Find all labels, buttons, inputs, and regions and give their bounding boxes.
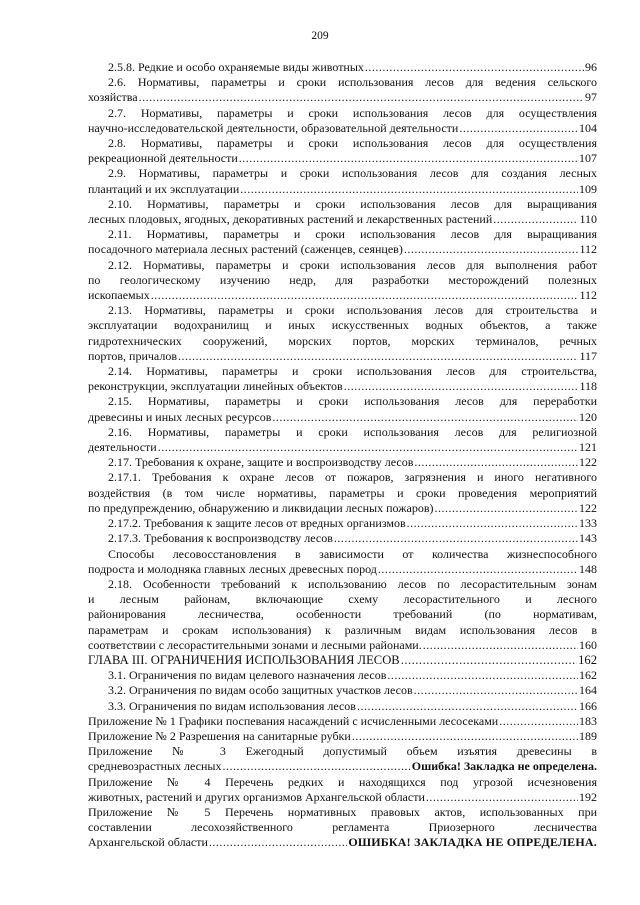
dot-leader — [423, 638, 578, 653]
toc-entry-text: ГЛАВА III. ОГРАНИЧЕНИЯ ИСПОЛЬЗОВАНИЯ ЛЕСОВ — [88, 652, 400, 667]
toc-page-number: 148 — [579, 561, 597, 576]
toc-page-number: 109 — [579, 181, 597, 196]
toc-entry-text: 2.13. Нормативы, параметры и сроки использования лесов для строительства и — [108, 303, 597, 318]
toc-page-number: 104 — [579, 120, 597, 135]
toc-entry-text: посадочного материала лесных растений (саженцев, сеянцев) — [88, 242, 403, 257]
toc-entry-text: 2.16. Нормативы, параметры и сроки использования лесов для религиозной — [108, 424, 597, 439]
toc-entry-text: 2.9. Нормативы, параметры и сроки использования лесов для создания лесных — [108, 166, 597, 181]
toc-entry-text: 2.7. Нормативы, параметры и сроки использования лесов для осуществления — [108, 105, 597, 120]
toc-page-number: 112 — [579, 242, 597, 257]
toc-entry-text: 2.12. Нормативы, параметры и сроки использования лесов для выполнения работ — [108, 257, 597, 272]
toc-entry-text: гидротехнических сооружений, морских портов, морских терминалов, речных — [88, 333, 597, 348]
toc-entry[interactable] — [88, 60, 597, 75]
toc-entry-text: средневозрастных лесных — [88, 759, 222, 774]
dot-leader — [334, 531, 578, 546]
toc-page-number: 107 — [579, 151, 597, 166]
toc-entry[interactable] — [88, 227, 597, 257]
toc-page-number: 117 — [579, 348, 597, 363]
toc-entry-text: портов, причалов — [88, 348, 177, 363]
toc-entry-text: соответствии с лесорастительными зонами и лесными районами. — [88, 637, 422, 652]
toc-entry-text: древесины и иных лесных ресурсов — [88, 409, 272, 424]
toc-entry[interactable] — [88, 729, 597, 744]
toc-entry[interactable] — [88, 516, 597, 531]
toc-entry-text: 2.8. Нормативы, параметры и сроки использования лесов для осуществления — [108, 136, 597, 151]
toc-entry[interactable] — [88, 668, 597, 683]
toc-entry-text: 3.3. Ограничения по видам использования лесов — [108, 698, 356, 713]
toc-entry[interactable] — [88, 258, 597, 304]
toc-entry-text: Приложение № 3 Ежегодный допустимый объем изъятия древесины в — [88, 744, 597, 759]
toc-entry-text: Приложение № 2 Разрешения на санитарные рубки — [88, 728, 351, 743]
dot-leader — [178, 349, 578, 364]
toc-entry-text: 2.18. Особенности требований к использованию лесов по лесорастительным зонам — [108, 576, 597, 591]
toc-entry[interactable] — [88, 744, 597, 774]
toc-entry-text: 2.5.8. Редкие и особо охраняемые виды животных — [108, 60, 364, 74]
toc-entry-text: 3.2. Ограничения по видам особо защитных участков лесов — [108, 683, 413, 698]
toc-page-number: 143 — [579, 531, 597, 546]
toc-entry-text: Приложение № 5 Перечень нормативных правовых актов, использованных при — [88, 804, 597, 819]
dot-leader — [407, 516, 578, 531]
dot-leader — [240, 182, 578, 197]
toc-entry-text: 2.6. Нормативы, параметры и сроки использования лесов для ведения сельского — [108, 75, 597, 90]
toc-entry[interactable] — [88, 75, 597, 105]
toc-page-number: 110 — [579, 212, 597, 227]
toc-entry[interactable] — [88, 805, 597, 851]
toc-entry[interactable] — [88, 531, 597, 546]
dot-leader — [239, 151, 578, 166]
toc-entry-text: 3.1. Ограничения по видам целевого назначения лесов — [108, 668, 387, 683]
toc-page-number: 133 — [579, 516, 597, 531]
dot-leader — [404, 242, 579, 257]
toc-page-number: 120 — [579, 409, 597, 424]
bookmark-error-text: Ошибка! Закладка не определена. — [411, 759, 597, 774]
dot-leader — [493, 212, 578, 227]
toc-entry-text: 2.14. Нормативы, параметры и сроки использования лесов для строительства, — [108, 364, 597, 379]
toc-page-number: 164 — [579, 683, 597, 698]
dot-leader — [459, 121, 578, 136]
toc-entry-text: воздействия (в том числе нормативы, параметры и сроки проведения мероприятий — [88, 485, 597, 500]
dot-leader — [209, 835, 347, 850]
dot-leader — [414, 683, 578, 698]
toc-page-number: 112 — [579, 288, 597, 303]
toc-entry-text: Приложение № 1 Графики поспевания насаждений с исчисленными лесосеками — [88, 713, 499, 728]
toc-entry-text: и лесным районам, включающие схему лесорастительного и лесного — [88, 592, 597, 607]
toc-entry[interactable] — [88, 197, 597, 227]
table-of-contents — [88, 60, 597, 851]
dot-leader — [365, 60, 584, 75]
toc-entry-text: животных, растений и других организмов Архангельской области — [88, 789, 425, 804]
toc-entry-text: по предупреждению, обнаружению и ликвидации лесных пожаров) — [88, 500, 434, 515]
toc-page-number: 96 — [585, 60, 597, 74]
dot-leader — [139, 90, 584, 105]
toc-entry-text: 2.17. Требования к охране, защите и воспроизводству лесов — [108, 455, 414, 470]
toc-entry-text: Приложение № 4 Перечень редких и находящихся под угрозой исчезновения — [88, 774, 597, 789]
toc-entry[interactable] — [88, 303, 597, 364]
toc-page-number: 121 — [579, 440, 597, 455]
toc-entry[interactable] — [88, 683, 597, 698]
toc-entry[interactable] — [88, 775, 597, 805]
toc-entry-text: ископаемых — [88, 288, 150, 303]
dot-leader — [387, 668, 578, 683]
toc-page-number: 160 — [579, 637, 597, 652]
toc-entry-text: 2.10. Нормативы, параметры и сроки использования лесов для выращивания — [108, 196, 597, 211]
toc-page-number: 118 — [579, 379, 597, 394]
toc-entry-text: лесных плодовых, ягодных, декоративных растений и лекарственных растений — [88, 212, 493, 227]
toc-entry-text: подроста и молодняка главных лесных древесных пород — [88, 561, 377, 576]
toc-entry-text: параметрам и срокам использования) к различным видам использования лесов в — [88, 622, 597, 637]
bookmark-error-text: ОШИБКА! ЗАКЛАДКА НЕ ОПРЕДЕЛЕНА. — [348, 835, 597, 850]
toc-page-number: 183 — [579, 713, 597, 728]
toc-entry-text: районирования лесничества, особенности требований (по нормативам, — [88, 607, 597, 622]
toc-entry[interactable] — [88, 455, 597, 470]
dot-leader — [426, 790, 578, 805]
toc-entry[interactable] — [88, 364, 597, 394]
dot-leader — [272, 410, 578, 425]
toc-entry-text: 2.11. Нормативы, параметры и сроки использования лесов для выращивания — [108, 227, 597, 242]
toc-entry-text: плантаций и их эксплуатации — [88, 181, 240, 196]
toc-page-number: 162 — [579, 668, 597, 683]
toc-entry[interactable] — [88, 577, 597, 653]
dot-leader — [499, 714, 578, 729]
dot-leader — [344, 379, 579, 394]
toc-entry-text: 2.17.1. Требования к охране лесов от пожаров, загрязнения и иного негативного — [108, 470, 597, 485]
toc-page-number: 189 — [579, 728, 597, 743]
toc-entry-text: 2.17.3. Требования к воспроизводству лесов — [108, 531, 333, 546]
toc-entry[interactable] — [88, 547, 597, 577]
dot-leader — [222, 759, 410, 774]
toc-entry[interactable] — [88, 106, 597, 136]
toc-entry-text: 2.17.2. Требования к защите лесов от вредных организмов — [108, 516, 406, 531]
toc-chapter-entry[interactable] — [88, 653, 597, 668]
toc-entry[interactable] — [88, 136, 597, 166]
toc-entry[interactable] — [88, 699, 597, 714]
toc-page-number: 166 — [579, 698, 597, 713]
toc-entry[interactable] — [88, 714, 597, 729]
toc-entry-text: по геологическому изучению недр, для разработки месторождений полезных — [88, 272, 597, 287]
page-number: 209 — [311, 30, 329, 42]
toc-entry-text: научно-исследовательской деятельности, образовательной деятельности — [88, 120, 459, 135]
toc-entry-text: эксплуатации водохранилищ и иных искусственных водных объектов, а также — [88, 318, 597, 333]
toc-entry[interactable] — [88, 470, 597, 516]
toc-entry[interactable] — [88, 425, 597, 455]
toc-page-number: 162 — [578, 652, 597, 667]
dot-leader — [151, 288, 579, 303]
dot-leader — [414, 455, 578, 470]
toc-page-number: 192 — [579, 789, 597, 804]
toc-entry-text: деятельности — [88, 440, 157, 455]
dot-leader — [434, 501, 578, 516]
toc-entry-text: хозяйства — [88, 90, 138, 105]
toc-entry-text: рекреационной деятельности — [88, 151, 238, 166]
toc-entry-text: Архангельской области — [88, 835, 208, 850]
toc-page-number: 122 — [579, 455, 597, 470]
toc-entry[interactable] — [88, 166, 597, 196]
toc-entry-text: Способы лесовосстановления в зависимости от количества жизнеспособного — [108, 546, 597, 561]
toc-page-number: 122 — [579, 500, 597, 515]
toc-entry[interactable] — [88, 394, 597, 424]
dot-leader — [352, 729, 578, 744]
dot-leader — [357, 699, 578, 714]
toc-page-number: 97 — [585, 90, 597, 105]
dot-leader — [158, 440, 578, 455]
toc-entry-text: 2.15. Нормативы, параметры и сроки использования лесов для переработки — [108, 394, 597, 409]
dot-leader — [378, 562, 578, 577]
toc-entry-text: реконструкции, эксплуатации линейных объектов — [88, 379, 343, 394]
toc-entry-text: составлении лесохозяйственного регламента Приозерного лесничества — [88, 820, 597, 835]
dot-leader — [401, 653, 577, 668]
